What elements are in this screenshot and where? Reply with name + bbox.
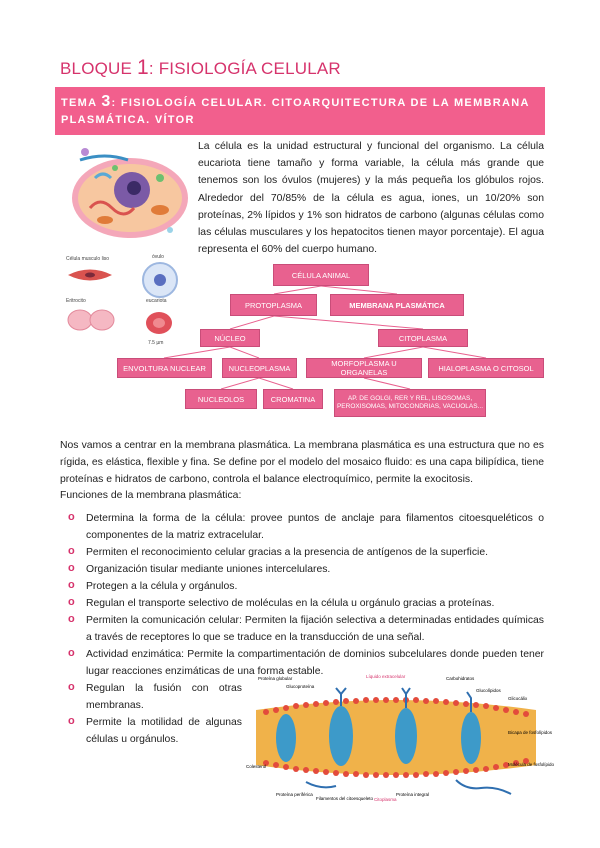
block-title	[60, 56, 341, 80]
block-title-number: 1	[136, 56, 149, 79]
membrane-paragraph: Nos vamos a centrar en la membrana plasmática. La membrana plasmática es una estructura que no es rígida, es elástica, flexible y fina. Se define por el modelo del mosaico fluido: es una capa bilipídica, tiene proteínas e hidratos de carbono, controla el balance electroquímico, permite la exocitosis.	[60, 440, 544, 486]
label-smooth-muscle: Célula musculo liso	[66, 256, 110, 262]
map-node-nucleoli: NUCLEOLOS	[185, 389, 257, 409]
membrane-label-glycoprotein: Glucoproteína	[286, 684, 315, 689]
membrane-label-globular-protein: Proteína globular	[258, 676, 293, 681]
animal-cell-illustration	[60, 138, 190, 250]
membrane-label-cholesterol: Colesterol	[246, 764, 267, 769]
label-eukaryote: eucariota	[146, 298, 167, 304]
erythrocyte-cells-icon	[66, 306, 116, 332]
bullet-icon: o	[68, 647, 75, 659]
smooth-muscle-cell-icon	[66, 264, 114, 286]
membrane-label-carbohydrates: Carbohidratos	[446, 676, 475, 681]
membrane-label-integral-protein: Proteína integral	[396, 792, 430, 797]
list-item: Actividad enzimática: Permite la compartimentación de dominios subcelulares donde pueden tener lugar reacciones enzimáticas de una forma estable.	[86, 649, 544, 678]
map-node-morphoplasm: MORFOPLASMA U ORGANELAS	[306, 358, 422, 378]
map-node-cytoplasm: CITOPLASMA	[378, 329, 468, 347]
list-item: Protegen a la célula y orgánulos.	[86, 581, 238, 592]
map-node-chromatin: CROMATINA	[263, 389, 323, 409]
map-node-hyaloplasm: HIALOPLASMA O CITOSOL	[428, 358, 544, 378]
bullet-icon: o	[68, 681, 75, 693]
list-item: Permiten el reconocimiento celular gracias a la presencia de antígenos de la superficie.	[86, 547, 488, 558]
label-erythrocyte: Eritrocito	[66, 298, 86, 304]
membrane-label-peripheral-protein: Proteína periférica	[276, 792, 313, 797]
topic-number: 3	[101, 93, 112, 110]
list-item: Permiten la comunicación celular: Permiten la fijación selectiva a determinadas entidades químicas a través de receptores lo que se traduce en la transducción de una señal.	[86, 615, 544, 644]
map-node-nuclear-envelope: ENVOLTURA NUCLEAR	[117, 358, 212, 378]
membrane-label-cytoplasm: Citoplasma	[374, 797, 397, 802]
intro-paragraph: La célula es la unidad estructural y funcional del organismo. La célula eucariota tiene tamaño y forma variable, la célula más grande que tenemos son los óvulos (mujeres) y la más pequeña los glóbulos rojos. Alrededor del 70/85% de la célula es agua, iones, un 10/20% son proteínas, 2% lípidos y 1% son hidratos de carbono (algunas células como las células musculares y los hepatocitos tienen mayor porcentaje). El agua representa el 60% del cuerpo humano.	[198, 141, 544, 256]
list-item: Regulan la fusión con otras membranas.	[86, 683, 242, 712]
fluid-mosaic-membrane-diagram	[246, 670, 555, 802]
bullet-icon: o	[68, 613, 75, 625]
map-node-nucleoplasm: NUCLEOPLASMA	[222, 358, 297, 378]
map-node-animal-cell: CÉLULA ANIMAL	[273, 264, 369, 286]
block-title-prefix: BLOQUE	[60, 59, 137, 78]
red-blood-cell-icon	[144, 310, 174, 336]
membrane-label-glycocalyx: Glicocálix	[508, 696, 528, 701]
bullet-icon: o	[68, 545, 75, 557]
bullet-icon: o	[68, 562, 75, 574]
bullet-icon: o	[68, 579, 75, 591]
cell-types-illustration	[60, 254, 190, 354]
topic-suffix: : FISIOLOGÍA CELULAR. CITOARQUITECTURA DE LA MEMBRANA PLASMÁTICA. VÍTOR	[61, 97, 530, 126]
topic-title	[61, 93, 541, 129]
map-node-protoplasm: PROTOPLASMA	[230, 294, 317, 316]
membrane-label-extracellular: Líquido extracelular	[366, 674, 406, 679]
label-size: 7.5 µm	[148, 340, 164, 346]
membrane-label-phospholipid: Molécula de fosfolípido	[508, 762, 555, 767]
functions-heading: Funciones de la membrana plasmática:	[60, 490, 242, 501]
membrane-label-cytoskeleton: Filamentos del citoesqueleto	[316, 796, 374, 801]
list-item: Determina la forma de la célula: provee puntos de anclaje para filamentos citoesqueléticos o componentes de la matriz extracelular.	[86, 513, 544, 542]
bullet-icon: o	[68, 596, 75, 608]
list-item: Organización tisular mediante uniones intercelulares.	[86, 564, 331, 575]
bullet-icon: o	[68, 511, 75, 523]
bullet-icon: o	[68, 715, 75, 727]
list-item: Regulan el transporte selectivo de moléculas en la célula u orgánulo gracias a proteínas.	[86, 598, 495, 609]
label-ovum: óvulo	[152, 254, 164, 260]
map-node-plasma-membrane: MEMBRANA PLASMÁTICA	[330, 294, 464, 316]
map-node-organelles: AP. DE GOLGI, RER Y REL, LISOSOMAS, PEROXISOMAS, MITOCONDRIAS, VACUOLAS...	[334, 389, 486, 417]
membrane-label-bilayer: Bicapa de fosfolípidos	[508, 730, 553, 735]
topic-prefix: TEMA	[61, 97, 102, 109]
block-title-suffix: : FISIOLOGÍA CELULAR	[148, 59, 341, 78]
membrane-label-glycolipids: Glucolípidos	[476, 688, 501, 693]
ovum-cell-icon	[140, 260, 180, 300]
map-node-nucleus: NÚCLEO	[200, 329, 260, 347]
list-item: Permite la motilidad de algunas células u orgánulos.	[86, 717, 242, 746]
